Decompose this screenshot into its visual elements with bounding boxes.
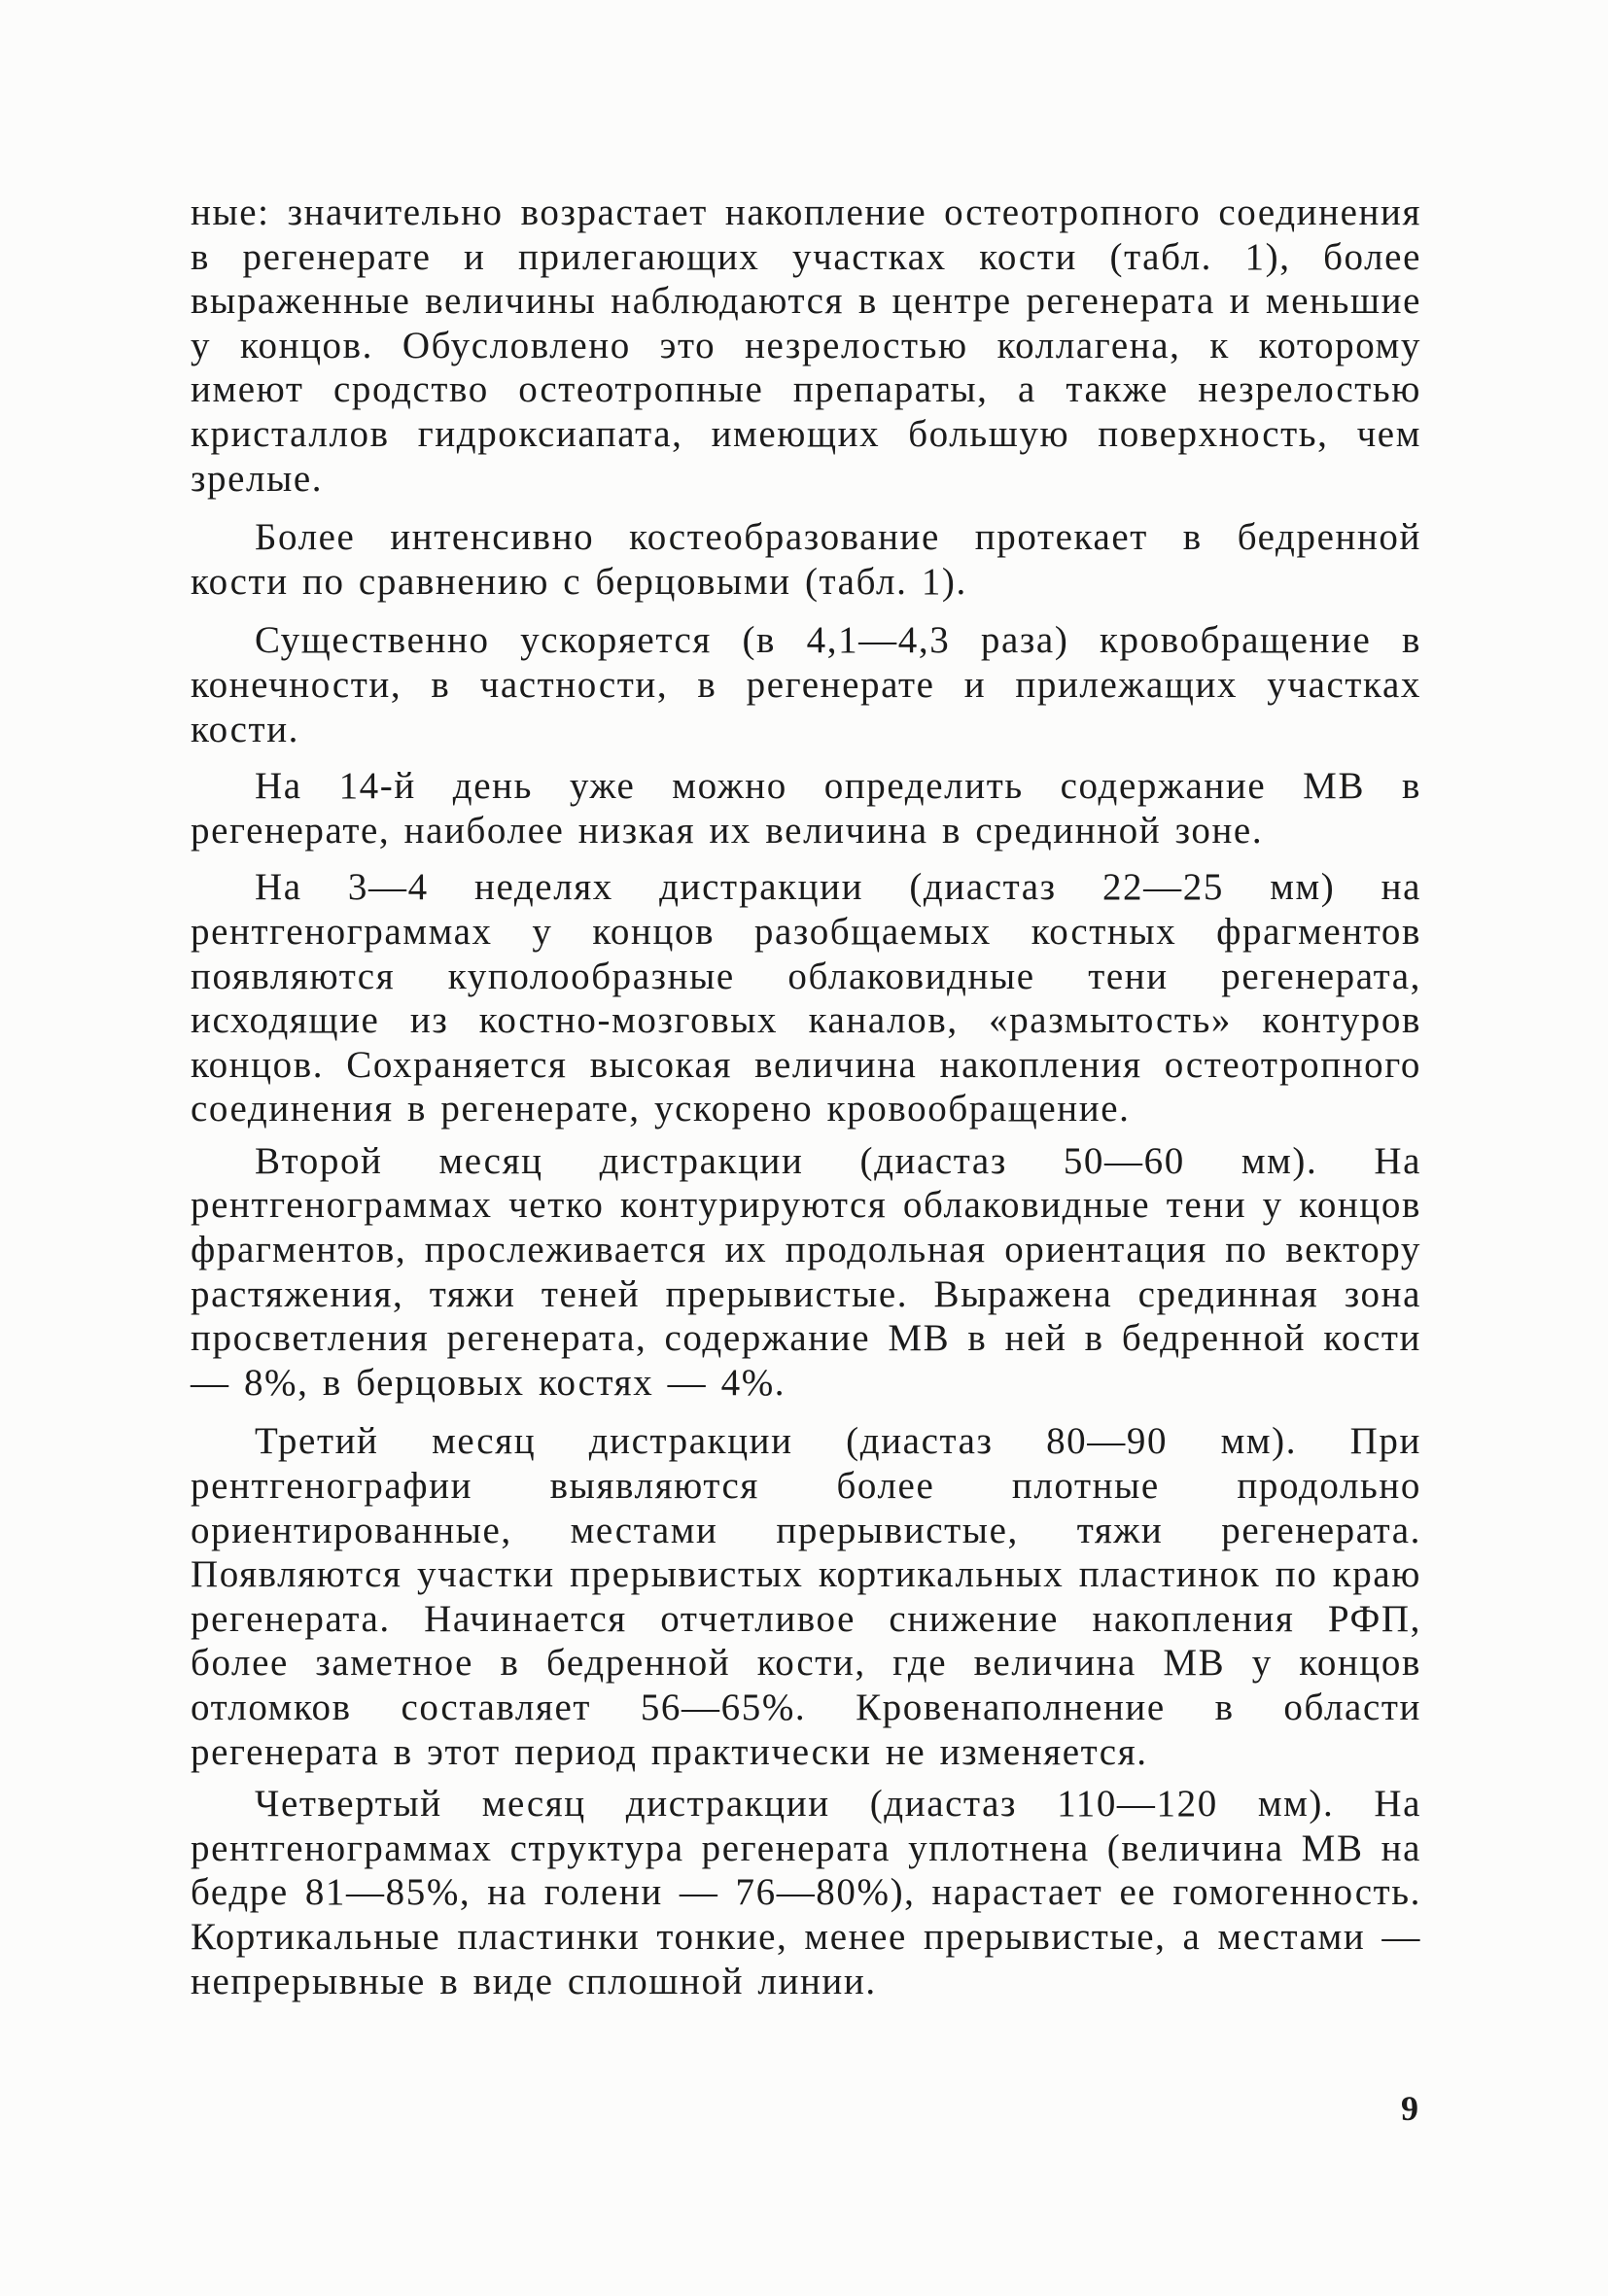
paragraph-bone-formation: Более интенсивно костеобразование протекает в бедренной кости по сравнению с берцовыми (табл. 1).: [191, 516, 1421, 603]
body-text: [191, 191, 1421, 2003]
paragraph-blood-flow: Существенно ускоряется (в 4,1—4,3 раза) кровобращение в конечности, в частности, в регенерате и прилежащих участках кости.: [191, 619, 1421, 750]
page-number: 9: [1401, 2089, 1418, 2128]
paragraph-weeks-3-4: На 3—4 неделях дистракции (диастаз 22—25 мм) на рентгенограммах у концов разобщаемых костных фрагментов появляются куполообразные облаковидные тени регенерата, исходящие из костно-мозговых каналов, «размытость» контуров концов. Сохраняется высокая величина накопления остеотропного соединения в регенерате, ускорено кровообращение.: [191, 866, 1421, 1131]
paragraph-month-4: Четвертый месяц дистракции (диастаз 110—120 мм). На рентгенограммах структура регенерата уплотнена (величина МВ на бедре 81—85%, на голени — 76—80%), нарастает ее гомогенность. Кортикальные пластинки тонкие, менее прерывистые, а местами — непрерывные в виде сплошной линии.: [191, 1783, 1421, 2002]
paragraph-month-3: Третий месяц дистракции (диастаз 80—90 мм). При рентгенографии выявляются более плотные продольно ориентированные, местами прерывистые, тяжи регенерата. Появляются участки прерывистых кортикальных пластинок по краю регенерата. Начинается отчетливое снижение накопления РФП, более заметное в бедренной кости, где величина МВ у концов отломков составляет 56—65%. Кровенаполнение в области регенерата в этот период практически не изменяется.: [191, 1420, 1421, 1773]
paragraph-day-14: На 14-й день уже можно определить содержание МВ в регенерате, наиболее низкая их величина в срединной зоне.: [191, 765, 1421, 852]
paragraph-continuation: ные: значительно возрастает накопление остеотропного соединения в регенерате и прилегающих участках кости (табл. 1), более выраженные величины наблюдаются в центре регенерата и меньшие у концов. Обусловлено это незрелостью коллагена, к которому имеют сродство остеотропные препараты, а также незрелостью кристаллов гидроксиапата, имеющих большую поверхность, чем зрелые.: [191, 191, 1421, 500]
paragraph-month-2: Второй месяц дистракции (диастаз 50—60 мм). На рентгенограммах четко контурируются облаковидные тени у концов фрагментов, прослеживается их продольная ориентация по вектору растяжения, тяжи теней прерывистые. Выражена срединная зона просветления регенерата, содержание МВ в ней в бедренной кости — 8%, в берцовых костях — 4%.: [191, 1139, 1421, 1404]
